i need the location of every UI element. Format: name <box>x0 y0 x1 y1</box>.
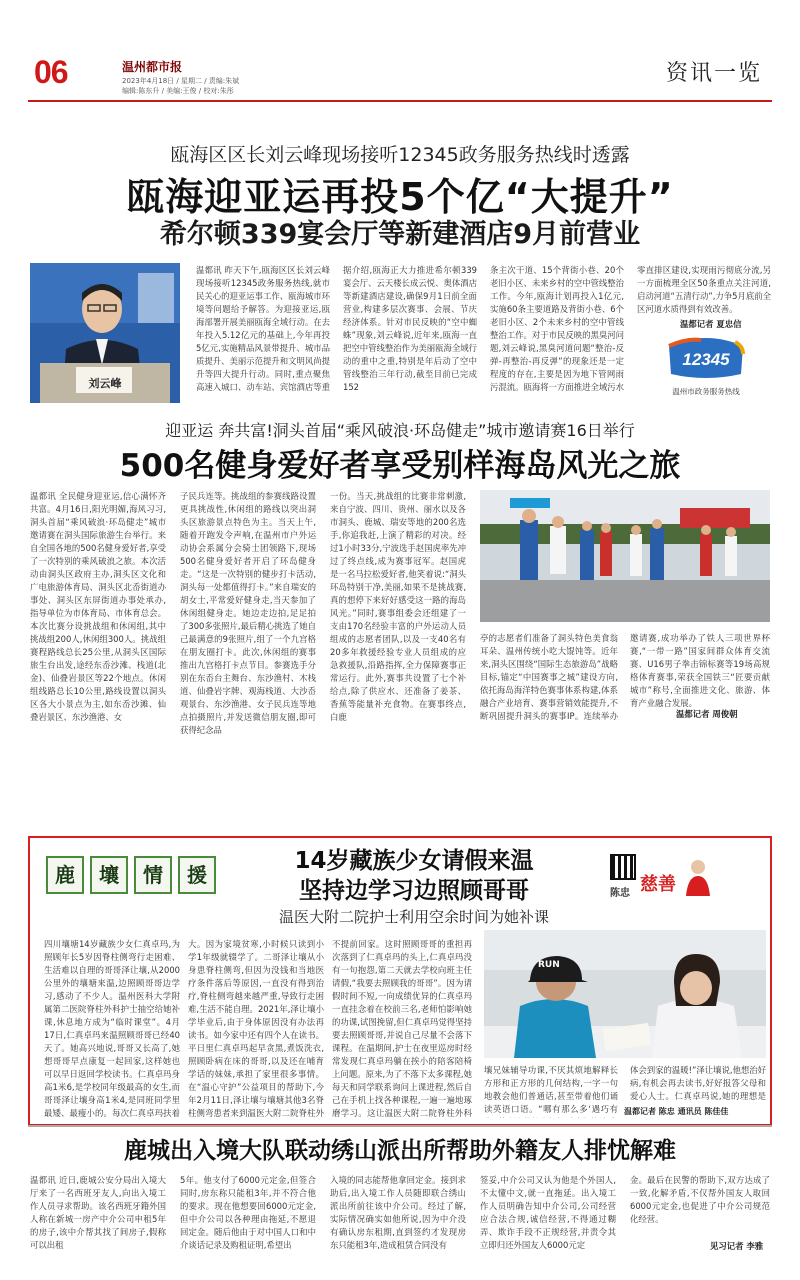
story3-column-4: 壤兄妹辅导功课,不厌其烦地解释长方形和正方形的几何结构,一字一句地教会他们普通话,甚至带着他们诵读英语口语。“哪有那么多‘遇巧有 <box>484 1065 618 1114</box>
hotline-12345-logo <box>657 334 755 400</box>
story4-headline: 鹿城出入境大队联动绣山派出所帮助外籍友人排忧解难 <box>124 1138 676 1164</box>
story2-headline: 500名健身爱好者享受别样海岛风光之旅 <box>119 448 681 484</box>
story1-column-2: 据介绍,瓯海正大力推进希尔顿339宴会厅、云天楼长成云悦、奥体酒店等新建酒店建设,确保9月1日前全面营业,构建多层次赛事、会展、节庆经济体系。针对市民反映的“空中蜘蛛”现象,刘云峰说,近年来,瓯海一直把空中管线整治作为美丽瓯海全域行动的重中之重,特别是年后动了空中管线整治三年行动,截至目前已完成152 <box>343 265 477 392</box>
story3-credit: 温都记者 陈忠 通讯员 陈佳佳 <box>624 1107 729 1116</box>
story3-headline-2: 坚持边学习边照顾哥哥 <box>299 878 529 904</box>
story3-column-1: 四川壤塘14岁藏族少女仁真卓玛,为照顾年长5岁因脊柱侧弯行走困难、生活难以自理的哥哥泽让壤,从2000公里外的壤塘来温,边照顾哥哥边学习,感动了不少人。温州医科大学附属第二医院脊柱外科护士抽空给她补课,休息地方成为“临时课堂”。4月17日,仁真卓玛来温照顾哥哥已经40天了。她高兴地说,哥哥又长高了,她想哥哥早点康复一起回家,这样她也可以早日返回学校读书。仁真卓玛身高1米6,是学校同年级最高的女生,而哥哥泽让壤身高1米4,是同班同学里最矮、最瘦小的。每次仁真卓玛扶着 <box>44 939 180 1118</box>
story4-column-1: 温都讯 近日,鹿城公安分局出入境大厅来了一名西班牙友人,向出入境工作人员寻求帮助。该名西班牙籍外国人称在新城一房产中介公司申租5年的房子,该中介帮其找了间房子,假称可以出租 <box>30 1175 166 1250</box>
section-title: 资讯一览 <box>665 61 762 86</box>
story2-column-5: 邀请赛,成功举办了铁人三项世界杯赛,“一带一路”国家间群众体育交流赛、U16男子拳击锦标赛等19场高规格体育赛事,荣获全国铁三“匠要贡献城市”称号,全面推进文化、旅游、体育产业融合发展。 <box>630 633 770 708</box>
issue-date: 2023年4月18日 / 星期二 / 责编:朱斌 <box>122 77 240 85</box>
story2-credit: 温都记者 周俊朝 <box>676 709 738 719</box>
story2-kicker: 迎亚运 奔共富!洞头首届“乘风破浪·环岛健走”城市邀请赛16日举行 <box>165 421 635 440</box>
story4-column-2: 5年。他支付了6000元定金,但签合同时,房东称只能租3年,并不符合他的要求。现在他想要回6000元定金,但中介公司以各种理由拖延,不愿退回定金。随后他由于对中国人口和中介谈话记录及购租证明,希望出 <box>180 1175 316 1250</box>
story1-column-1: 温都讯 昨天下午,瓯海区区长刘云峰现场接听12345政务服务热线,就市民关心的迎亚运事工作、瓯海城市环境等问题给予解答。为迎接亚运,瓯海部署开展美丽瓯海全域行动。在去年投入5.12亿元的基础上,今年再投5亿元,实施精品风景带提升、城市品质提升、美丽示范提升和文明风尚提升等四大提升行动。同时,重点聚焦高速入城口、动车站、宾馆酒店等重 <box>196 265 330 392</box>
story4-credit: 见习记者 李雅 <box>710 1241 764 1251</box>
story1-column-3: 条主次干道、15个背街小巷、20个老旧小区、未来乡村的空中管线整治工作。今年,瓯海计划再投入1亿元,实施60条主要道路及背街小巷、6个老旧小区、2个未来乡村的空中管线整治工作。对于市民反映的黑臭河问题,刘云峰说,黑臭河道问题“整治-反弹-再整治-再反弹”的现象还是一定程度的存在,主要是因为地下管网雨污混流。瓯海将一方面推进全域污水 <box>490 265 624 392</box>
column-tag-char: 援 <box>178 856 216 894</box>
story1-subhead: 希尔顿339宴会厅等新建酒店9月前营业 <box>159 219 641 250</box>
story1-headline: 瓯海迎亚运再投5个亿“大提升” <box>126 175 674 219</box>
story4-column-4: 签妥,中介公司又认为他是个外国人,不太懂中文,就一直拖延。出入境工作人员明确告知中介公司,公司经营应合法合规,诚信经营,不得通过糊弄、欺诈手段不正规经营,并责令其立即归还外国友人6000元定 <box>480 1175 616 1250</box>
charity-logo <box>610 854 760 900</box>
story3-headline-1: 14岁藏族少女请假来温 <box>294 848 534 874</box>
column-tag-char: 情 <box>134 856 172 894</box>
hotline-name: 温州市政务服务热线 <box>672 387 740 396</box>
story4-column-5: 金。最后在民警的帮助下,双方达成了一致,化解矛盾,不仅帮外国友人取回6000元定金,也促进了中介公司规范化经营。 <box>630 1175 770 1224</box>
newspaper-name: 温州都市报 <box>122 60 183 74</box>
column-tag-char: 壤 <box>90 856 128 894</box>
column-tag-char: 鹿 <box>46 856 84 894</box>
charity-name: 陈忠 <box>610 888 630 899</box>
story4-column-3: 入境的同志能帮他拿回定金。接到求助后,出入境工作人员随即联合绣山派出所前往该中介公司。经过了解,实际情况确实如他所说,因为中介没有确认房东租期,直到签约才发现房东只能租3年,造成租赁合同没有 <box>330 1175 466 1250</box>
column-tag <box>46 856 216 896</box>
issue-staff: 编辑:陈东升 / 美编:王俊 / 校对:朱彤 <box>122 87 234 95</box>
page-number: 06 <box>34 54 68 90</box>
story1-column-4: 零直排区建设,实现雨污彻底分流,另一方面梳理全区50条重点关注河道,启动河道“五清行动”,力争5月底前全区河道水质得到有效改善。 <box>637 265 771 314</box>
cap-text: RUN <box>538 960 560 970</box>
story2-column-4: 亭的志愿者们准备了洞头特色美食翁耳朵、温州传统小吃大馄饨等。近年来,洞头区围绕“国际生态旅游岛”战略目标,锚定“中国赛事之城”建设方向,依托海岛海洋特色赛事体系构建,体系融合产业培育、赛事营销效能提升,不断巩固提升洞头的赛事IP。连续举办 <box>480 633 618 721</box>
story3-tutoring-photo <box>484 930 766 1058</box>
issue-meta <box>122 76 302 96</box>
story3-subhead: 温医大附二院护士利用空余时间为她补课 <box>278 908 549 926</box>
qr-code-icon <box>610 854 636 880</box>
charity-figure-icon <box>684 858 712 896</box>
charity-accent: 慈善 <box>640 874 676 895</box>
story2-race-photo <box>480 490 770 622</box>
story1-photo <box>30 263 180 403</box>
story1-kicker: 瓯海区区长刘云峰现场接听12345政务服务热线时透露 <box>170 144 630 166</box>
story2-column-2: 子民兵连等。挑战组的参赛线路设置更具挑战性,休闲组的路线以突出洞头区旅游景点特色为主。当天上午,随着开跑发令声响,在温州市户外运动协会系属分会骑士团领路下,现场500名健身爱好者开启了环岛健身走。“这是一次特别的健步打卡活动,洞头每一处都值得打卡。”来自瑞安的胡女士,平常爱好健身走,当天参加了休闲组健身走。她边走边拍,足足拍了300多张照片,最后精心挑选了她自己最满意的9张照片,组了一个九宫格在朋友圈打卡。此次,休闲组的赛事推出九宫格打卡点节目。参赛选手分别在东岙台主舞台、东沙渔村、木栈道、仙叠岩字牌、观海栈道、大沙岙观景台、东沙渔港、女子民兵连等地点拍摄照片,并发送微信朋友圈,即可获得纪念品 <box>180 491 316 735</box>
masthead <box>28 44 772 104</box>
masthead-rule <box>28 100 772 102</box>
story2-column-1: 温都讯 全民健身迎亚运,信心满怀齐共富。4月16日,阳光明媚,海风习习,洞头首届“乘风破浪·环岛健走”城市邀请赛在洞头国际旅游生台举行。来自全国各地的500名健身爱好者,享受了一次特别的乘风破浪之旅。本次活动由洞头区政府主办,洞头区文化和广电旅游体育局、洞头区北岙街道办事处、洞头区东屏街道办事处承办,指导单位为市体育局、市体育总会。本次比赛分设挑战组和休闲组,其中挑战组200人,休闲组300人。挑战组赛程路线总长25公里,从洞头区国际旅生台出发,途经东岙沙滩、栈道(北金)、仙叠岩景区等22个地点。休闲组线路总长10公里,路线设置以洞头区各大小景点为主,如东岙沙滩、仙叠岩景区、东沙渔港、女 <box>30 491 166 722</box>
story2-column-3: 一份。当天,挑战组的比赛非常刺激,来自宁波、四川、贵州、丽水以及各市洞头、鹿城、瑞安等地的200名选手,你追我赶,上演了精彩的对决。经过1小时33分,宁波选手赵国虎率先冲过了终点线,成为赛事冠军。赵国虎是一名马拉松爱好者,他笑着说:“洞头环岛特别干净,美丽,如果不是挑战赛,真的想停下来好好感受这一路的海岛风光。”同时,赛事组委会还组建了一支由170名经验丰富的户外运动人员组成的志愿者团队,以及一支40名有20多年救援经验专业人员组成的应急救援队,沿路指挥,全力保障赛事正常运行。此外,赛事共设置了七个补给点,除了供应水、还准备了姜茶、香蕉等能量补充食物。在赛事终点,白鹿 <box>330 491 466 722</box>
story1-credit: 温都记者 夏忠信 <box>680 319 742 329</box>
story-divider <box>28 1125 772 1127</box>
story3-column-3: 不提前回家。这时照顾哥哥的重担再次落到了仁真卓玛的头上,仁真卓玛没有一句抱怨,第二天就去学校向班主任请假,“我要去照顾我的哥哥”。因为请假时间不短,一向成绩优异的仁真卓玛一直挂念着在校前三名,老师怕影响她的功课,试图挽留,但仁真卓玛觉得坚持要去照顾哥哥,并说自己尽量不会落下课程。在温期间,护士在夜里巡房时经常发现仁真卓玛躺在挨小的陪客陪椅上问题。原来,为了不落下太多课程,她每天和同学联系询问上课进程,然后自己在手机上找各种课程,一遍一遍地琢磨学习。这让温医大附二院脊柱外科 <box>332 939 472 1118</box>
story3-column-5: 体会到家的温暖!”泽让壤说,他想治好病,有机会再去读书,好好报答父母和爱心人士。仁真卓玛说,她的理想是 <box>630 1065 766 1101</box>
story3-column-2: 大。因为家境贫寒,小时候只读到小学1年级就辍学了。二哥泽让壤从小身患脊柱侧弯,但因为没钱和当地医疗条件落后等原因,一直没有得到治疗,脊柱侧弯越来越严重,导致行走困难,生活不能自理。2021年,泽让壤小学毕业后,由于身体原因没有办法再读书。如今家中还有四个人在读书。平日里仁真卓玛起早贪黑,煮饭洗衣,照顾卧病在床的哥哥,以及还在哺育学话的妹妹,承担了家里很多事情。在“温心守护”公益项目的帮助下,今年2月11日,泽让壤与壤塘其他3名脊柱侧弯患者来到温医大附二院脊柱外 <box>188 939 324 1118</box>
nameplate: 刘云峰 <box>88 377 122 390</box>
hotline-number: 12345 <box>682 350 730 369</box>
